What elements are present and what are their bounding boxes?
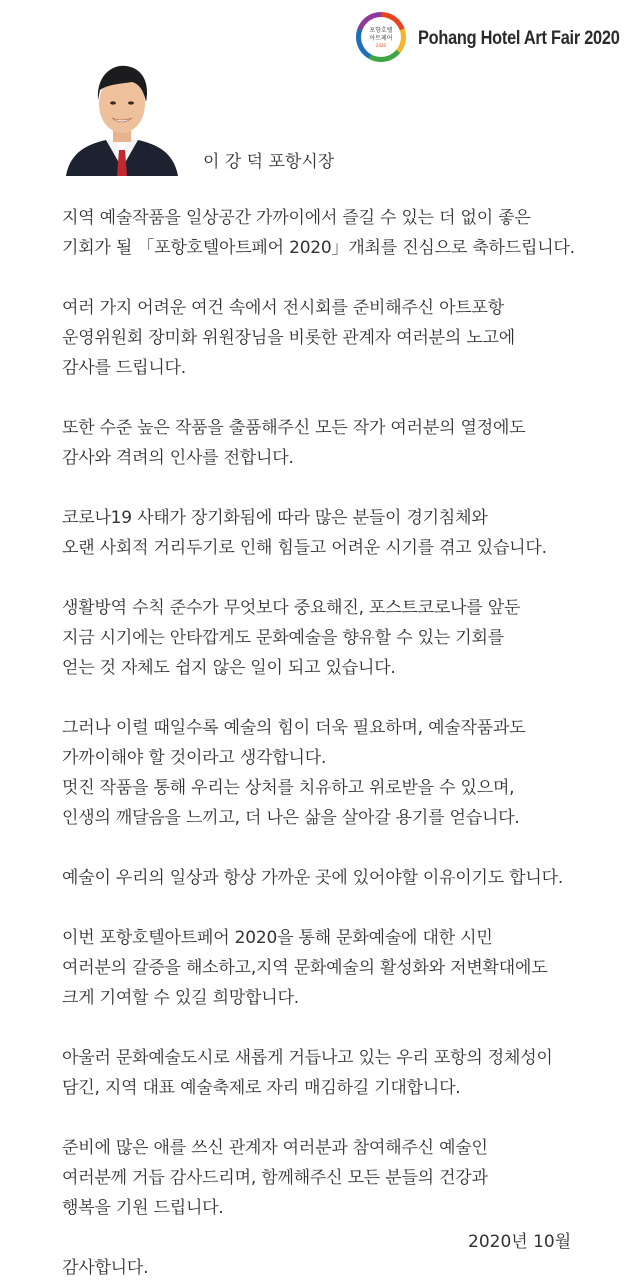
letter-line: 기회가 될 「포항호텔아트페어 2020」개최를 진심으로 축하드립니다.: [62, 238, 575, 258]
logo-line-1: 포항호텔: [369, 26, 393, 34]
letter-line: 담긴, 지역 대표 예술축제로 자리 매김하길 기대합니다.: [62, 1078, 461, 1098]
letter-paragraph: [62, 293, 638, 383]
letter-line: 오랜 사회적 거리두기로 인해 힘들고 어려운 시기를 겪고 있습니다.: [62, 538, 547, 558]
letter-line: 여러분의 갈증을 해소하고,지역 문화예술의 활성화와 저변확대에도: [62, 958, 548, 978]
letter-line: 감사합니다.: [62, 1258, 149, 1278]
letter-line: 그러나 이럴 때일수록 예술의 힘이 더욱 필요하며, 예술작품과도: [62, 718, 526, 738]
signer-name: 이 강 덕 포항시장: [203, 152, 335, 172]
letter-paragraph: [62, 863, 638, 893]
letter-line: 아울러 문화예술도시로 새롭게 거듭나고 있는 우리 포항의 정체성이: [62, 1048, 553, 1068]
logo-text: [361, 17, 401, 57]
letter-line: 멋진 작품을 통해 우리는 상처를 치유하고 위로받을 수 있으며,: [62, 778, 515, 798]
header: [348, 10, 628, 70]
letter-line: 코로나19 사태가 장기화됨에 따라 많은 분들이 경기침체와: [62, 508, 488, 528]
letter-line: 여러분께 거듭 감사드리며, 함께해주신 모든 분들의 건강과: [62, 1168, 488, 1188]
logo-line-3: 2020: [375, 42, 387, 48]
art-fair-logo: [356, 12, 406, 62]
letter-paragraph: [62, 713, 638, 833]
letter-paragraph: [62, 1043, 638, 1103]
letter-line: 감사를 드립니다.: [62, 358, 186, 378]
letter-line: 예술이 우리의 일상과 항상 가까운 곳에 있어야할 이유이기도 합니다.: [62, 868, 564, 888]
letter-line: 준비에 많은 애를 쓰신 관계자 여러분과 참여해주신 예술인: [62, 1138, 488, 1158]
mayor-portrait: [62, 56, 182, 176]
letter-line: 또한 수준 높은 작품을 출품해주신 모든 작가 여러분의 열정에도: [62, 418, 526, 438]
letter-line: 여러 가지 어려운 여건 속에서 전시회를 준비해주신 아트포항: [62, 298, 504, 318]
letter-paragraph: [62, 1133, 638, 1223]
letter-paragraph: [62, 593, 638, 683]
letter-line: 지역 예술작품을 일상공간 가까이에서 즐길 수 있는 더 없이 좋은: [62, 208, 531, 228]
letter-line: 크게 기여할 수 있길 희망합니다.: [62, 988, 299, 1008]
letter-line: 생활방역 수칙 준수가 무엇보다 중요해진, 포스트코로나를 앞둔: [62, 598, 521, 618]
letter-paragraph: [62, 503, 638, 563]
letter-line: 지금 시기에는 안타깝게도 문화예술을 향유할 수 있는 기회를: [62, 628, 504, 648]
letter-line: 감사와 격려의 인사를 전합니다.: [62, 448, 294, 468]
letter-paragraph: [62, 1253, 638, 1283]
letter-paragraph: [62, 203, 638, 263]
letter-paragraph: [62, 923, 638, 1013]
letter-line: 운영위원회 장미화 위원장님을 비롯한 관계자 여러분의 노고에: [62, 328, 515, 348]
letter-paragraph: [62, 413, 638, 473]
letter-date: 2020년 10월: [468, 1232, 572, 1252]
congratulatory-letter: [62, 203, 638, 1283]
letter-line: 행복을 기원 드립니다.: [62, 1198, 224, 1218]
letter-line: 얻는 것 자체도 쉽지 않은 일이 되고 있습니다.: [62, 658, 396, 678]
letter-line: 이번 포항호텔아트페어 2020을 통해 문화예술에 대한 시민: [62, 928, 493, 948]
letter-line: 가까이해야 할 것이라고 생각합니다.: [62, 748, 327, 768]
letter-line: 인생의 깨달음을 느끼고, 더 나은 삶을 살아갈 용기를 얻습니다.: [62, 808, 520, 828]
brand-title: Pohang Hotel Art Fair 2020: [418, 28, 620, 49]
logo-line-2: 아트페어: [369, 34, 393, 42]
